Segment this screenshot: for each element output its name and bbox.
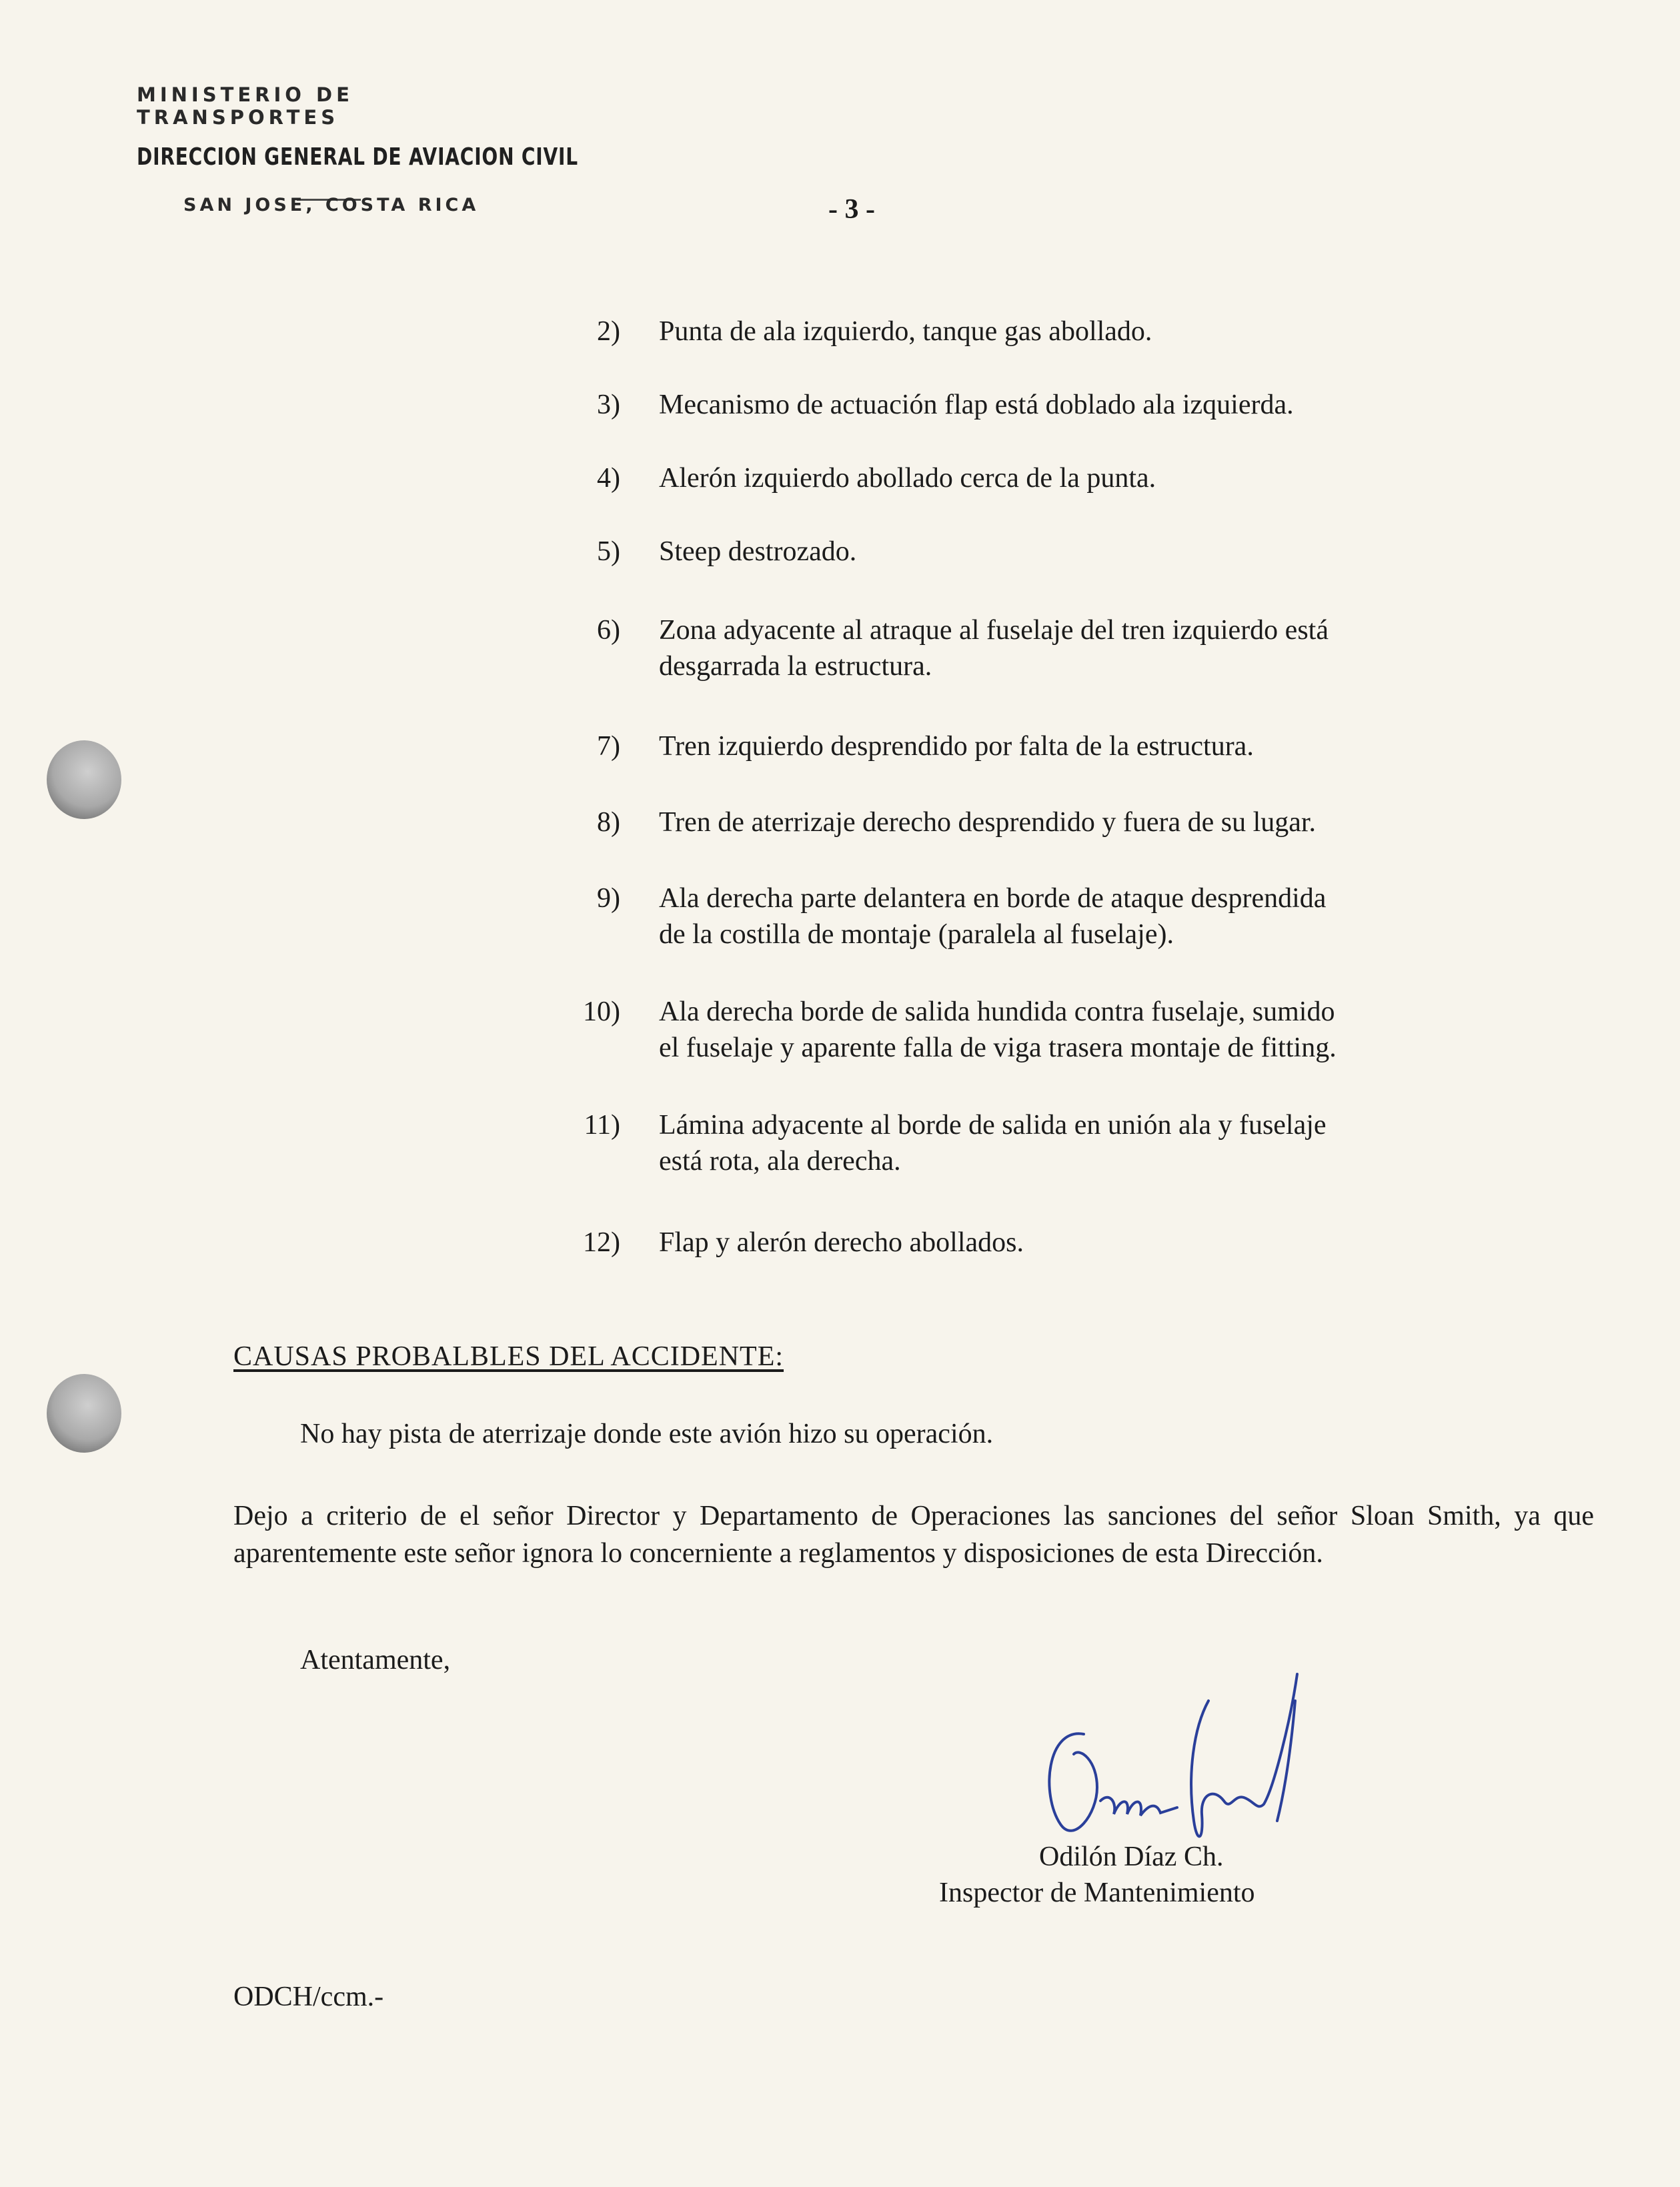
list-item-number: 9): [597, 883, 620, 914]
list-item-number: 7): [597, 731, 620, 762]
list-item-text: [659, 612, 1593, 684]
list-item-line: Ala derecha parte delantera en borde de ataque desprendida: [659, 883, 1327, 914]
list-item-line: Lámina adyacente al borde de salida en unión ala y fuselaje: [659, 1110, 1327, 1141]
list-item-text: [659, 1225, 1593, 1261]
list-item-number: 11): [584, 1110, 620, 1141]
list-item-text: [659, 1107, 1593, 1179]
list-item-line: Tren de aterrizaje derecho desprendido y fuera de su lugar.: [659, 807, 1317, 838]
letterhead-city: SAN JOSE, COSTA RICA: [183, 195, 480, 215]
list-item-line: Tren izquierdo desprendido por falta de la estructura.: [659, 731, 1254, 762]
signer-title: Inspector de Mantenimiento: [939, 1878, 1255, 1908]
punch-hole-lower: [47, 1374, 121, 1453]
list-item-number: 10): [583, 996, 620, 1027]
list-item-text: [659, 460, 1593, 496]
list-item-number: 2): [597, 316, 620, 347]
list-item-number: 6): [597, 615, 620, 646]
paragraph-cause: No hay pista de aterrizaje donde este avión hizo su operación.: [300, 1419, 994, 1449]
list-item-line: de la costilla de montaje (paralela al fuselaje).: [659, 919, 1174, 950]
page-number: - 3 -: [828, 194, 875, 225]
list-item-number: 4): [597, 463, 620, 494]
list-item-text: [659, 313, 1593, 349]
signature: [1034, 1661, 1327, 1848]
letterhead-directorate: DIRECCION GENERAL DE AVIACION CIVIL: [137, 143, 578, 171]
list-item-text: [659, 804, 1593, 840]
section-heading: CAUSAS PROBALBLES DEL ACCIDENTE:: [233, 1341, 784, 1372]
list-item-text: [659, 534, 1593, 570]
list-item-number: 12): [583, 1227, 620, 1258]
paragraph-sanctions: Dejo a criterio de el señor Director y Departamento de Operaciones las sanciones del señor Sloan Smith, ya que aparentemente este señor ignora lo concerniente a reglamentos y disposiciones de esta Dirección.: [233, 1501, 1594, 1569]
list-item-number: 5): [597, 536, 620, 567]
list-item-line: Flap y alerón derecho abollados.: [659, 1227, 1024, 1258]
list-item-number: 8): [597, 807, 620, 838]
list-item-line: desgarrada la estructura.: [659, 651, 932, 682]
list-item-text: [659, 880, 1593, 952]
letterhead-ministry: MINISTERIO DE TRANSPORTES: [137, 83, 353, 129]
signer-name: Odilón Díaz Ch.: [1039, 1842, 1224, 1872]
list-item-line: Zona adyacente al atraque al fuselaje del tren izquierdo está: [659, 615, 1329, 646]
list-item-line: el fuselaje y aparente falla de viga trasera montaje de fitting.: [659, 1032, 1337, 1063]
list-item-text: [659, 994, 1593, 1066]
list-item-line: Mecanismo de actuación flap está doblado ala izquierda.: [659, 390, 1294, 420]
list-item-text: [659, 387, 1593, 423]
list-item-line: Alerón izquierdo abollado cerca de la punta.: [659, 463, 1156, 494]
letterhead: [137, 83, 578, 201]
list-item-line: Steep destrozado.: [659, 536, 857, 567]
list-item-number: 3): [597, 390, 620, 420]
list-item-line: está rota, ala derecha.: [659, 1146, 901, 1177]
list-item-line: Punta de ala izquierdo, tanque gas abollado.: [659, 316, 1152, 347]
list-item-text: [659, 728, 1593, 764]
closing: Atentamente,: [300, 1645, 451, 1675]
reference-initials: ODCH/ccm.-: [233, 1982, 384, 2012]
list-item-line: Ala derecha borde de salida hundida contra fuselaje, sumido: [659, 996, 1335, 1027]
